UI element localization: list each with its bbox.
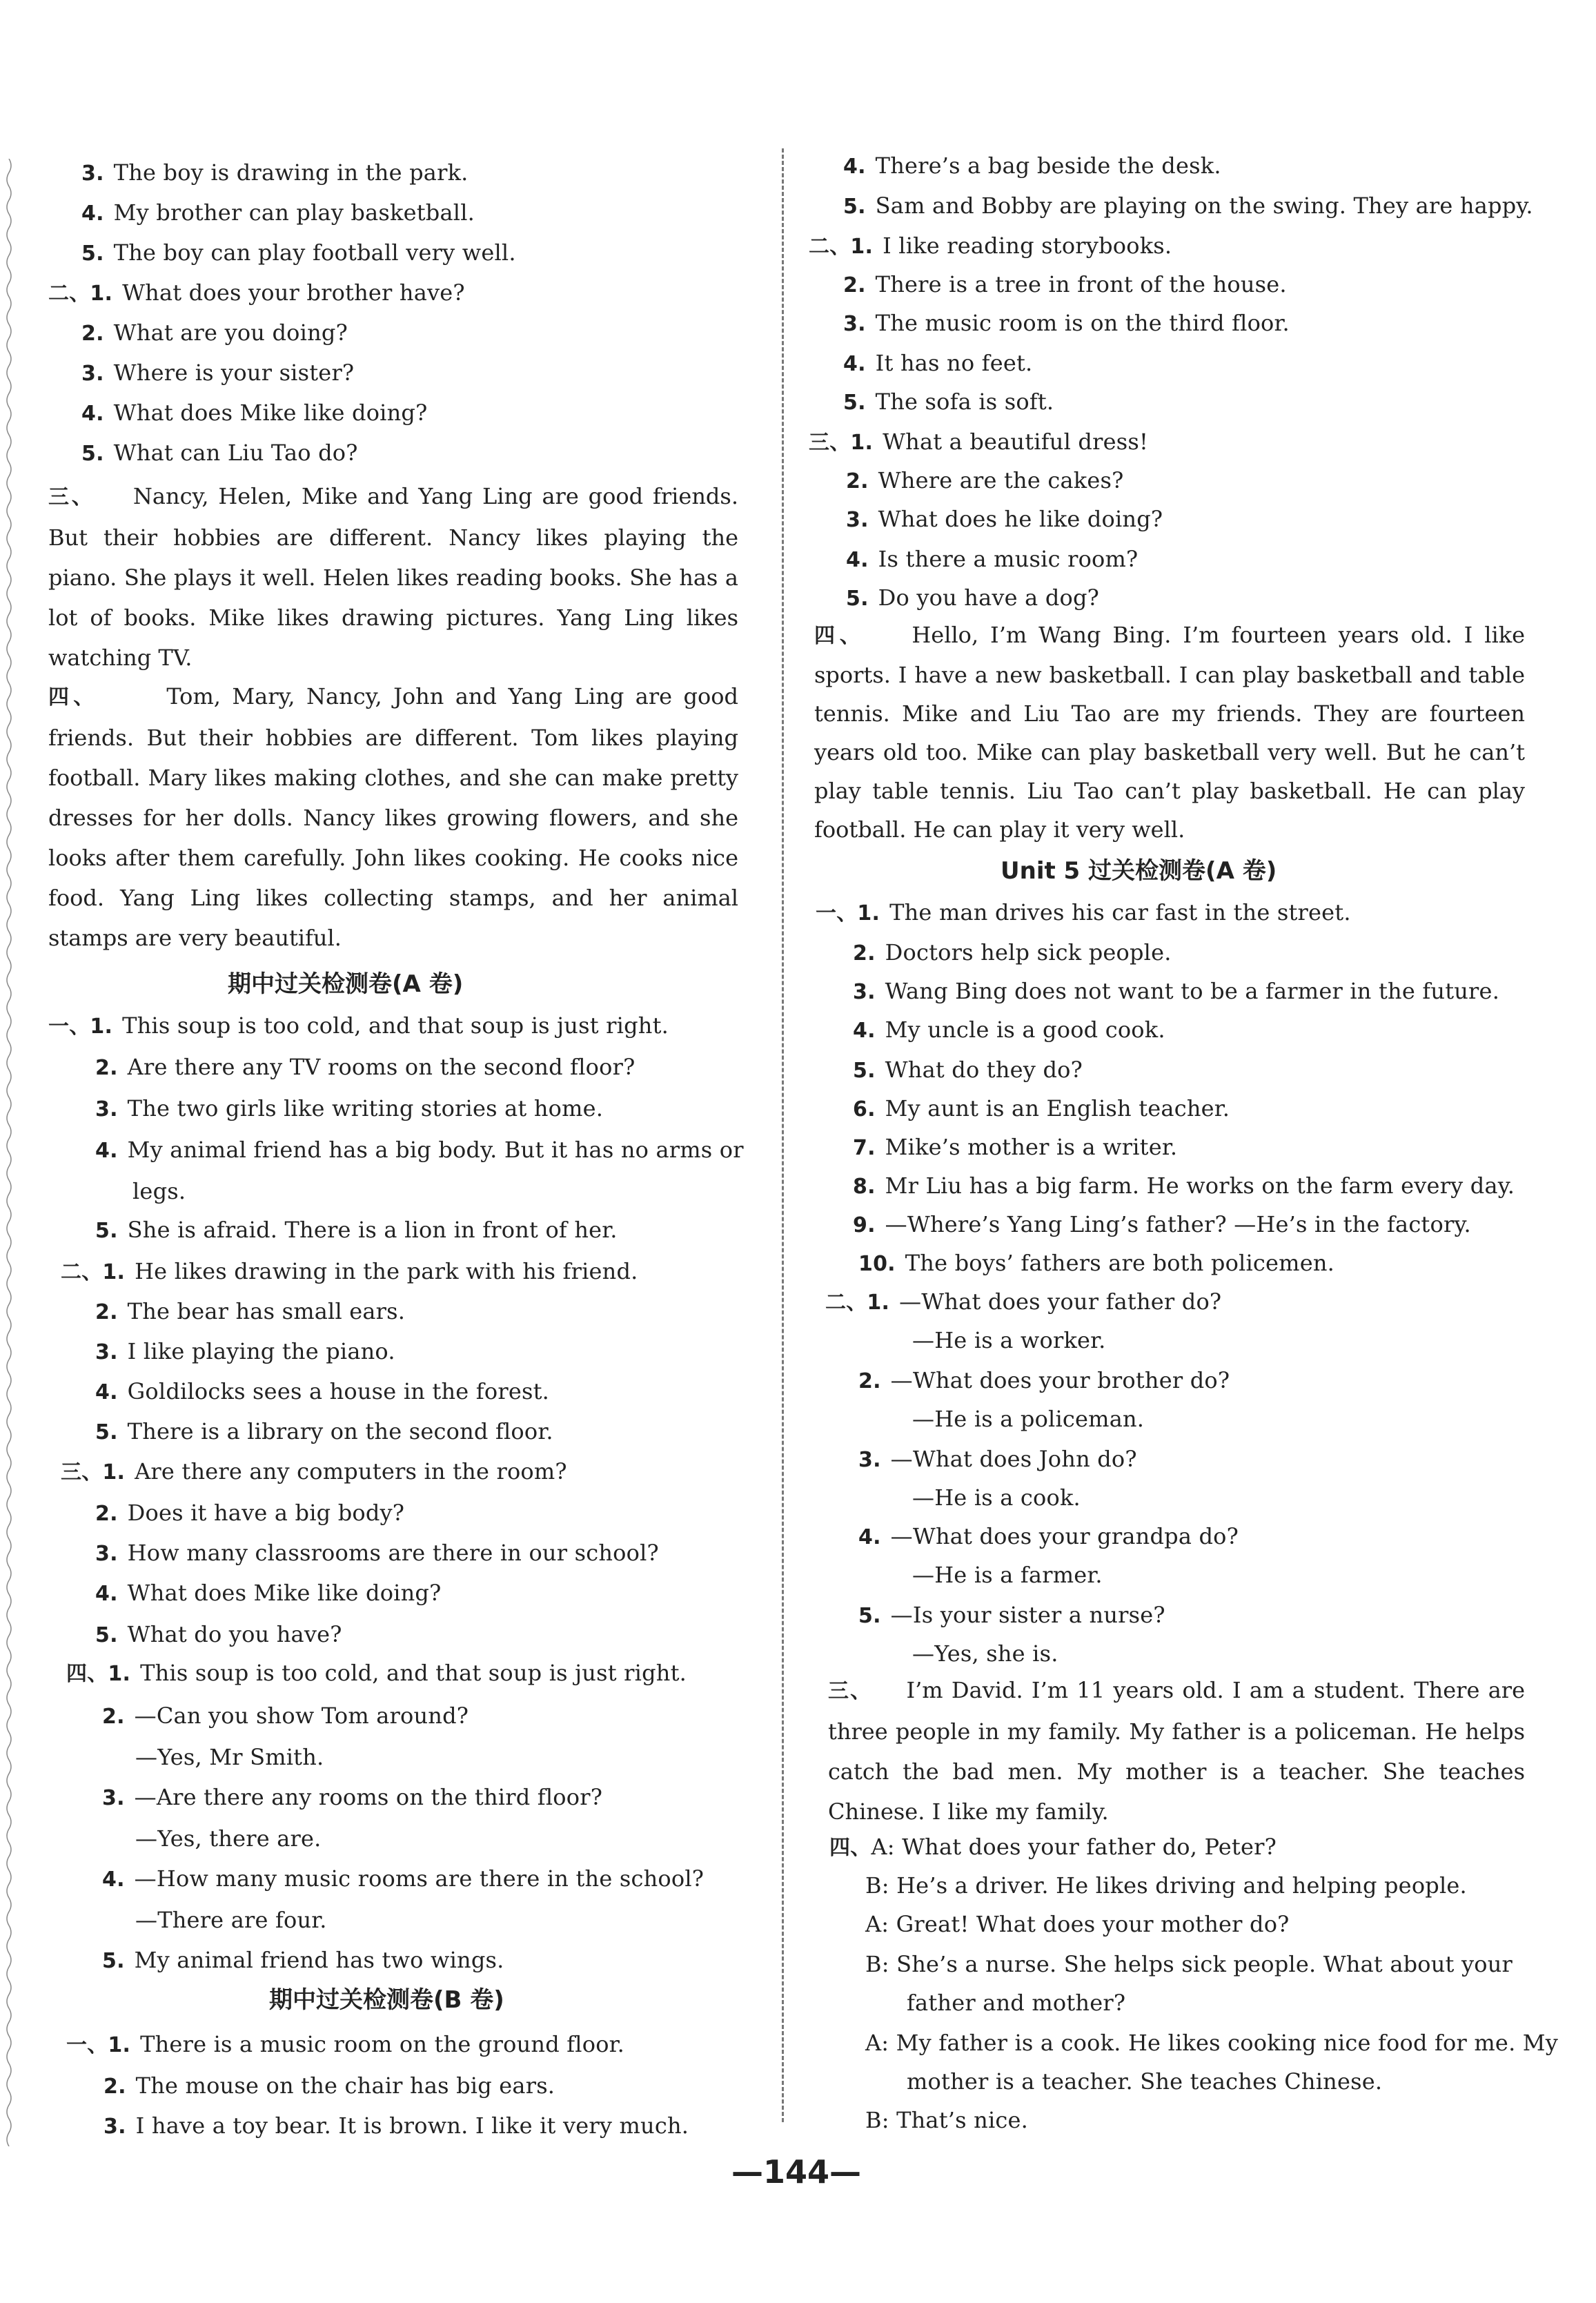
list-item: 5. —Is your sister a nurse? xyxy=(858,1602,1165,1628)
list-item: 3. I have a toy bear. It is brown. I like it very much. xyxy=(104,2113,689,2139)
dialogue-line: mother is a teacher. She teaches Chinese. xyxy=(907,2068,1383,2095)
list-item: 3. The boy is drawing in the park. xyxy=(81,159,469,186)
list-item: 2. —Can you show Tom around? xyxy=(102,1703,469,1729)
passage: 四、 Tom, Mary, Nancy, John and Yang Ling are good friends. But their hobbies are different. Tom likes playing football. Mary likes making clothes, and she can make pretty dresses for her dolls. Nancy likes growing flowers, and she looks after them carefully. John likes cooking. He cooks nice food. Yang Ling likes collecting stamps, and her animal stamps are very beautiful. xyxy=(48,683,739,951)
section-heading: Unit 5 过关检测卷(A 卷) xyxy=(1001,857,1277,885)
dialogue-line: B: He’s a driver. He likes driving and helping people. xyxy=(865,1872,1467,1899)
list-item: 5. Do you have a dog? xyxy=(846,585,1100,611)
list-item: 4. Is there a music room? xyxy=(846,546,1139,572)
list-item: 4. My uncle is a good cook. xyxy=(853,1017,1165,1043)
passage: 三、 Nancy, Helen, Mike and Yang Ling are good friends. But their hobbies are different. Nancy likes playing the piano. She plays it well. Helen likes reading books. She has a lot of books. Mike likes drawing pictures. Yang Ling likes watching TV. xyxy=(48,483,739,671)
list-item: 4. Goldilocks sees a house in the forest. xyxy=(95,1378,550,1404)
list-item: 5. There is a library on the second floor. xyxy=(95,1418,553,1444)
list-item: 7. Mike’s mother is a writer. xyxy=(853,1134,1178,1160)
list-item: 3. Where is your sister? xyxy=(81,360,355,386)
list-item: 2. Are there any TV rooms on the second floor? xyxy=(95,1054,636,1080)
list-item: 2. The bear has small ears. xyxy=(95,1298,406,1324)
dialogue-line: A: Great! What does your mother do? xyxy=(865,1911,1290,1937)
list-item: 2. —What does your brother do? xyxy=(858,1367,1230,1393)
list-item: —Yes, she is. xyxy=(912,1640,1058,1667)
list-item: 5. The sofa is soft. xyxy=(843,389,1054,415)
list-item: 2. There is a tree in front of the house. xyxy=(843,271,1287,297)
list-item: 9. —Where’s Yang Ling’s father? —He’s in the factory. xyxy=(853,1211,1471,1237)
dialogue-line: father and mother? xyxy=(907,1990,1126,2016)
list-item: 三、1. Are there any computers in the room? xyxy=(61,1458,567,1484)
passage: 三、 I’m David. I’m 11 years old. I am a student. There are three people in my family. My father is a policeman. He helps catch the bad men. My mother is a teacher. She teaches Chinese. I like my family. xyxy=(828,1677,1526,1825)
section-heading: 期中过关检测卷(A 卷) xyxy=(228,970,464,998)
binding-wavy-line xyxy=(4,159,14,2146)
passage: 四、 Hello, I’m Wang Bing. I’m fourteen years old. I like sports. I have a new basketball. I can play basketball and table tennis. Mike and Liu Tao are my friends. They are fourteen years old too. Mike can play basketball very well. But he can’t play table tennis. Liu Tao can’t play basketball. He can play football. He can play it very well. xyxy=(814,622,1526,843)
list-item: 3. I like playing the piano. xyxy=(95,1338,395,1364)
list-item: 二、1. I like reading storybooks. xyxy=(809,233,1172,259)
list-item: 5. What do you have? xyxy=(95,1621,342,1647)
list-item: 4. My animal friend has a big body. But it has no arms or xyxy=(95,1137,744,1163)
list-item: —He is a farmer. xyxy=(912,1562,1103,1588)
column-divider xyxy=(782,148,784,2122)
list-item: —There are four. xyxy=(135,1907,327,1933)
list-item: 4. There’s a bag beside the desk. xyxy=(843,153,1221,179)
list-item: 4. —How many music rooms are there in the school? xyxy=(102,1865,705,1892)
list-item: 4. What does Mike like doing? xyxy=(81,400,428,426)
list-item: 三、1. What a beautiful dress! xyxy=(809,429,1149,455)
list-item: 4. —What does your grandpa do? xyxy=(858,1523,1239,1549)
list-item: 四、1. This soup is too cold, and that soup is just right. xyxy=(66,1660,687,1686)
list-item: 5. The boy can play football very well. xyxy=(81,239,516,266)
list-item: 5. She is afraid. There is a lion in front of her. xyxy=(95,1217,618,1243)
list-item: 3. The two girls like writing stories at home. xyxy=(95,1095,604,1121)
list-item: 3. The music room is on the third floor. xyxy=(843,310,1290,336)
list-item: 2. Does it have a big body? xyxy=(95,1500,405,1526)
list-item: —He is a policeman. xyxy=(912,1406,1145,1432)
list-item: 3. —Are there any rooms on the third floor? xyxy=(102,1784,603,1810)
list-item: 2. Doctors help sick people. xyxy=(853,939,1172,966)
section-heading: 期中过关检测卷(B 卷) xyxy=(269,1986,504,2014)
list-item: 4. What does Mike like doing? xyxy=(95,1580,442,1606)
list-item: 5. Sam and Bobby are playing on the swing. They are happy. xyxy=(843,193,1533,219)
list-item: 3. Wang Bing does not want to be a farmer in the future. xyxy=(853,978,1500,1004)
list-item: legs. xyxy=(132,1178,186,1204)
list-item: 2. The mouse on the chair has big ears. xyxy=(104,2072,555,2099)
page-number: —144— xyxy=(731,2153,862,2191)
list-item: 8. Mr Liu has a big farm. He works on the farm every day. xyxy=(853,1173,1515,1199)
list-item: —He is a cook. xyxy=(912,1484,1081,1511)
list-item: 3. How many classrooms are there in our school? xyxy=(95,1540,659,1566)
list-item: 4. It has no feet. xyxy=(843,350,1033,376)
list-item: 一、1. The man drives his car fast in the street. xyxy=(816,899,1351,925)
list-item: 3. —What does John do? xyxy=(858,1446,1137,1472)
list-item: —He is a worker. xyxy=(912,1327,1106,1353)
list-item: 10. The boys’ fathers are both policemen. xyxy=(858,1250,1335,1276)
list-item: 5. My animal friend has two wings. xyxy=(102,1947,504,1973)
list-item: 2. What are you doing? xyxy=(81,320,348,346)
list-item: 2. Where are the cakes? xyxy=(846,467,1124,493)
list-item: 5. What can Liu Tao do? xyxy=(81,440,358,466)
list-item: 一、1. There is a music room on the ground floor. xyxy=(66,2031,625,2057)
dialogue-line: A: My father is a cook. He likes cooking nice food for me. My xyxy=(865,2030,1559,2056)
dialogue-line: B: That’s nice. xyxy=(865,2107,1029,2133)
list-item: 一、1. This soup is too cold, and that soup is just right. xyxy=(48,1012,669,1039)
list-item: 6. My aunt is an English teacher. xyxy=(853,1095,1230,1121)
list-item: 3. What does he like doing? xyxy=(846,506,1163,532)
list-item: 4. My brother can play basketball. xyxy=(81,199,475,226)
list-item: 二、1. What does your brother have? xyxy=(48,280,465,306)
list-item: —Yes, Mr Smith. xyxy=(135,1744,324,1770)
list-item: —Yes, there are. xyxy=(135,1825,322,1852)
list-item: 5. What do they do? xyxy=(853,1057,1083,1083)
dialogue-line: B: She’s a nurse. She helps sick people. What about your xyxy=(865,1951,1513,1977)
list-item: 二、1. He likes drawing in the park with his friend. xyxy=(61,1258,638,1284)
list-item: 二、1. —What does your father do? xyxy=(825,1288,1222,1315)
dialogue-line: 四、A: What does your father do, Peter? xyxy=(829,1834,1277,1860)
